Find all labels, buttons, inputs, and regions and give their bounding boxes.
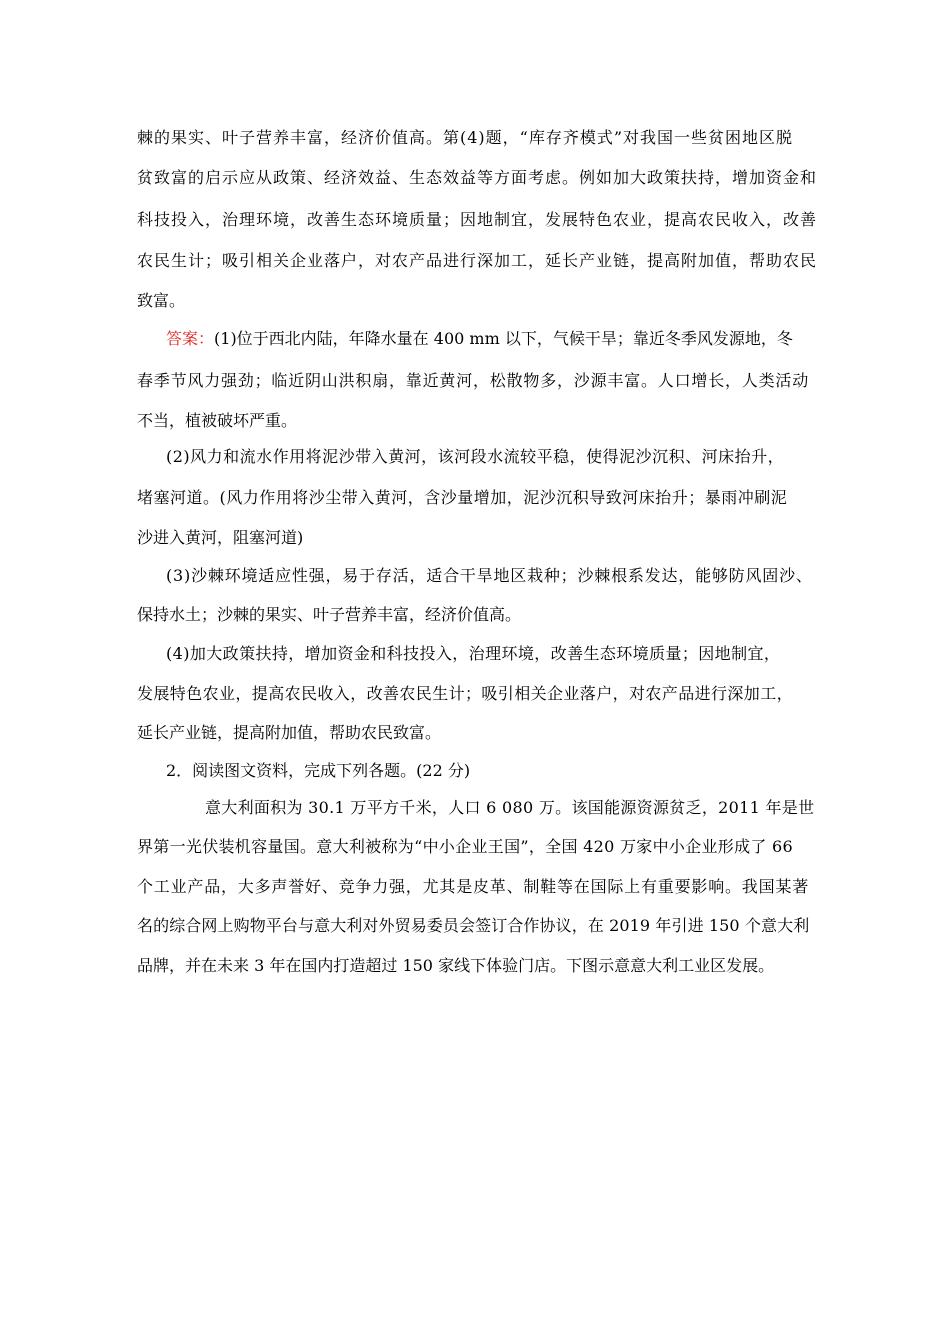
answer-part4-line: 发展特色农业，提高农民收入，改善农民生计；吸引相关企业落户，对农产品进行深加工，: [137, 684, 794, 703]
explanation-line: 贫致富的启示应从政策、经济效益、生态效益等方面考虑。例如加大政策扶持，增加资金和: [137, 168, 818, 187]
answer-part4-line: 延长产业链，提高附加值，帮助农民致富。: [137, 723, 442, 742]
explanation-line: 科技投入，治理环境，改善生态环境质量；因地制宜，发展特色农业，提高农民收入，改善: [137, 210, 818, 229]
answer-part1-line: 春季节风力强劲；临近阴山洪积扇，靠近黄河，松散物多，沙源丰富。人口增长，人类活动: [137, 371, 810, 390]
explanation-line: 致富。: [137, 291, 186, 310]
answer-part3-line: (3)沙棘环境适应性强，易于存活，适合干旱地区栽种；沙棘根系发达，能够防风固沙、: [166, 566, 813, 585]
answer-part2-line: 沙进入黄河，阻塞河道): [137, 528, 304, 547]
answer-label: 答案：: [166, 329, 215, 348]
question2-paragraph-line: 品牌，并在未来 3 年在国内打造超过 150 家线下体验门店。下图示意意大利工业区发展。: [137, 956, 775, 975]
question2-heading: 2．阅读图文资料，完成下列各题。(22 分): [166, 761, 471, 780]
explanation-line: 棘的果实、叶子营养丰富，经济价值高。第(4)题，“库存齐模式”对我国一些贫困地区脱: [137, 128, 794, 147]
question2-paragraph-line: 意大利面积为 30.1 万平方千米，人口 6 080 万。该国能源资源贫乏，2011 年是世: [205, 798, 815, 817]
answer-part2-line: (2)风力和流水作用将泥沙带入黄河，该河段水流较平稳，使得泥沙沉积、河床抬升，: [166, 447, 785, 466]
question2-paragraph-line: 名的综合网上购物平台与意大利对外贸易委员会签订合作协议，在 2019 年引进 150 个意大利: [137, 916, 810, 935]
question2-paragraph-line: 界第一光伏装机容量国。意大利被称为“中小企业王国”，全国 420 万家中小企业形成了 66: [137, 837, 794, 856]
answer-part1-line: 不当，植被破坏严重。: [137, 411, 298, 430]
explanation-line: 农民生计；吸引相关企业落户，对农产品进行深加工，延长产业链，提高附加值，帮助农民: [137, 251, 818, 270]
answer-part3-line: 保持水土；沙棘的果实、叶子营养丰富，经济价值高。: [137, 605, 522, 624]
answer-part2-line: 堵塞河道。(风力作用将沙尘带入黄河，含沙量增加，泥沙沉积导致河床抬升；暴雨冲刷泥: [137, 488, 788, 507]
answer-part1-line: (1)位于西北内陆，年降水量在 400 mm 以下，气候干旱；靠近冬季风发源地，冬: [214, 329, 793, 348]
answer-line: [0, 328, 950, 350]
question2-paragraph-line: 个工业产品，大多声誉好、竞争力强，尤其是皮革、制鞋等在国际上有重要影响。我国某著: [137, 877, 810, 896]
answer-part4-line: (4)加大政策扶持，增加资金和科技投入，治理环境，改善生态环境质量；因地制宜，: [166, 644, 781, 663]
